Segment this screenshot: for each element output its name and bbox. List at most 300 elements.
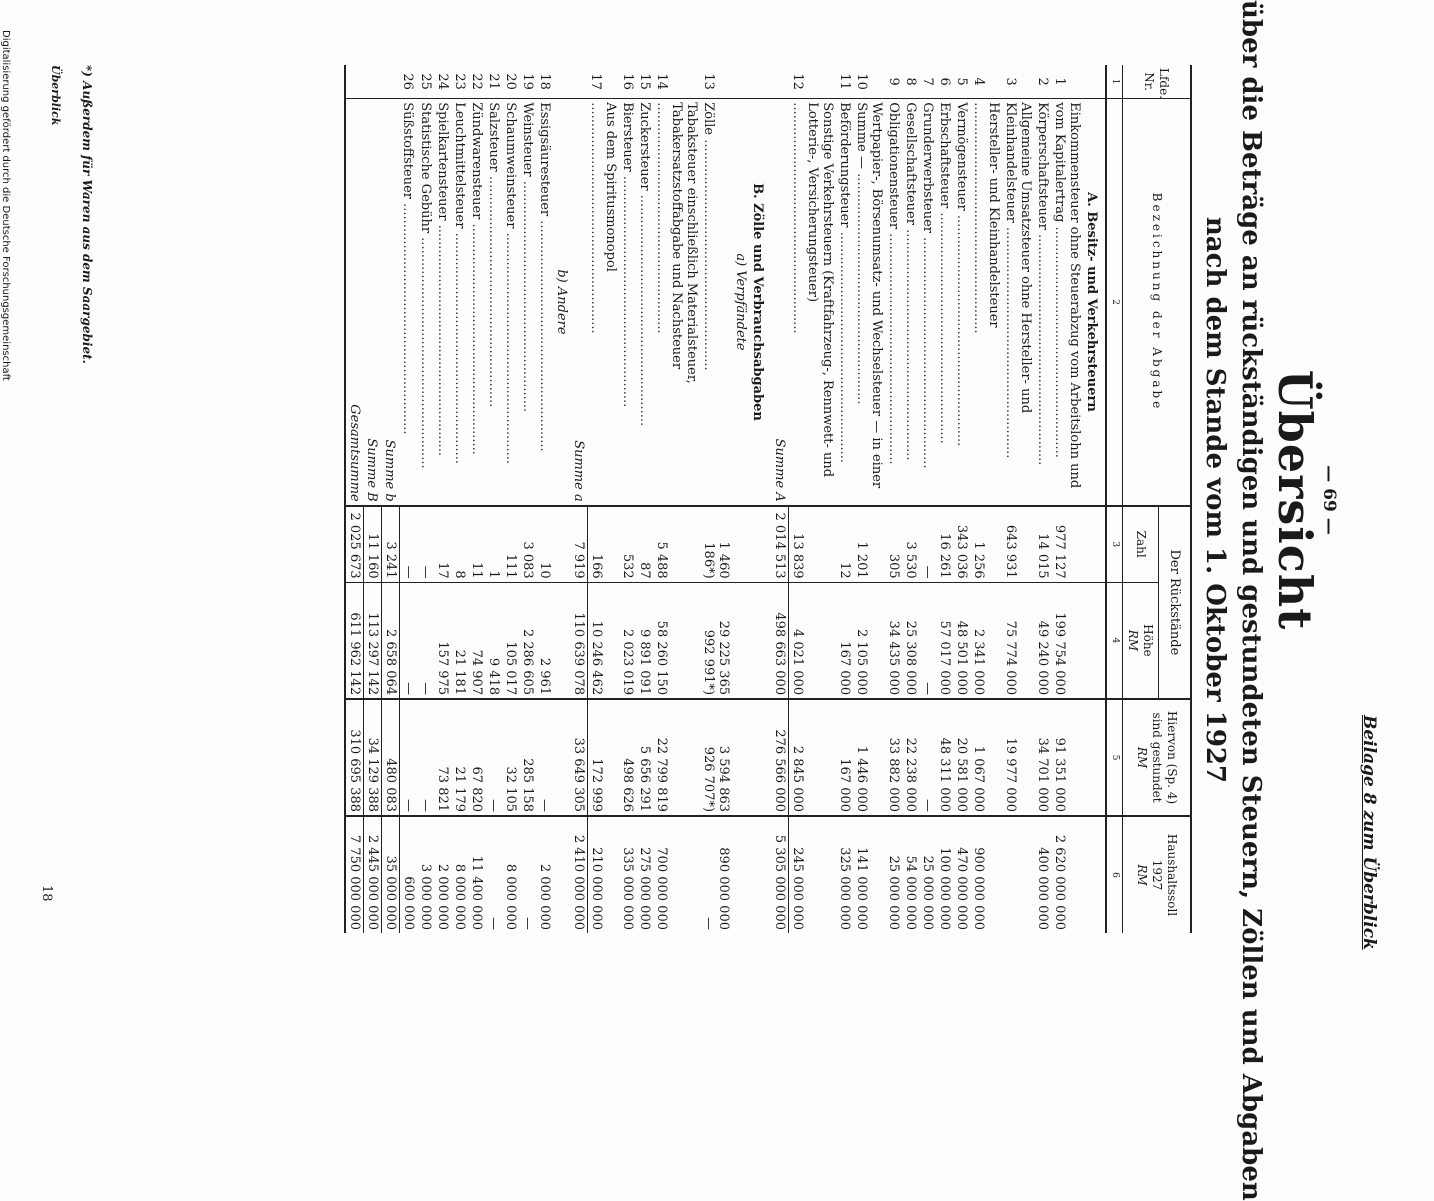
row-zahl [434, 506, 451, 582]
row-name: Schaumweinsteuer ..... [502, 99, 519, 506]
row-hoehe-value: 2 286 605 [520, 628, 535, 696]
table-row [502, 65, 519, 933]
row-hoehe [953, 582, 970, 699]
row-zahl [400, 506, 418, 582]
row-gestundet [953, 699, 970, 816]
digitization-note: Digitalisierung gefördert durch die Deutsche Forschungsgemeinschaft [0, 30, 11, 381]
row-zahl-value: 12 [837, 562, 852, 579]
row-soll [620, 816, 637, 933]
row-nr: 18 [537, 73, 552, 90]
summe-a-row-soll: 5 305 000 000 [772, 816, 790, 933]
table-row [836, 65, 853, 933]
row-zahl [701, 506, 733, 582]
row-gestundet-value: — [401, 799, 416, 813]
colnum-5: 5 [1106, 699, 1123, 816]
row-name: Tabaksteuer einschließlich Materialsteuer, Tabakersatzstoffabgabe und Nachsteuer ..... [654, 99, 701, 506]
header-gestundet [1123, 699, 1192, 816]
row-zahl [919, 506, 936, 582]
row-soll-value: 600 000 [401, 876, 416, 930]
row-gestundet [654, 699, 701, 816]
row-gestundet-value: 1 067 000 [971, 745, 986, 813]
row-soll-value: — [486, 917, 501, 930]
row-soll [502, 816, 519, 933]
table-row [654, 65, 701, 933]
row-hoehe-value: 21 181 [452, 649, 467, 696]
heading-empty [553, 506, 570, 582]
row-gestundet-value: 172 999 [589, 758, 604, 813]
row-nr: 9 [886, 77, 901, 86]
table-row [789, 65, 836, 933]
summe-b-row [364, 65, 382, 933]
row-zahl [853, 506, 885, 582]
row-nr: 23 [452, 73, 467, 90]
row-zahl [902, 506, 919, 582]
summe-b-sub-row-label: Summe b [382, 99, 400, 506]
row-nr: 13 [701, 73, 717, 90]
row-nr: 17 [588, 73, 604, 90]
row-gestundet-value: 22 799 819 [654, 737, 670, 813]
page-title: Übersicht [1268, 369, 1322, 631]
row-zahl-value: — [920, 565, 935, 579]
row-nr: 24 [435, 73, 450, 90]
sum-empty [570, 65, 588, 99]
row-soll-value: 2 000 000 [435, 863, 450, 930]
row-soll-value: 2 620 000 000 [1052, 834, 1067, 930]
table-row [451, 65, 468, 933]
row-hoehe [654, 582, 701, 699]
row-hoehe-value: 167 000 [837, 641, 852, 696]
row-gestundet-value: 34 701 000 [1035, 737, 1050, 813]
row-gestundet-value: — [418, 799, 433, 813]
table-row [588, 65, 620, 933]
heading-empty [750, 506, 772, 582]
row-zahl-value: 343 036 [954, 524, 969, 579]
summe-b-sub-row-soll: 35 000 000 [382, 816, 400, 933]
table-row [1051, 65, 1083, 933]
row-hoehe [502, 582, 519, 699]
row-hoehe-saar-value: 992 991*) [701, 629, 717, 696]
gesamtsumme-row-zahl: 2 025 673 [345, 506, 364, 582]
row-zahl-value: 87 [637, 562, 653, 579]
row-nr: 1 [1052, 77, 1067, 86]
colnum-1: 1 [1106, 65, 1123, 99]
footnote: *) Außerdem für Waren aus dem Saargebiet. [80, 65, 94, 364]
row-soll-value: 470 000 000 [954, 847, 969, 930]
row-soll-value: 25 000 000 [920, 855, 935, 930]
table-row [519, 65, 536, 933]
header-gestundet-unit: RM [1135, 746, 1149, 769]
row-hoehe-value: 4 021 000 [790, 628, 806, 696]
row-hoehe-value: 2 341 000 [971, 628, 986, 696]
row-zahl [485, 506, 502, 582]
row-soll-value: 25 000 000 [886, 855, 901, 930]
row-nr: 7 [920, 77, 935, 86]
row-gestundet [588, 699, 620, 816]
row-zahl-value: 10 [537, 562, 552, 579]
table-row [919, 65, 936, 933]
row-zahl-value: 14 015 [1035, 533, 1050, 579]
row-zahl [620, 506, 637, 582]
row-soll [953, 816, 970, 933]
supplement-label: Beilage 8 zum Überblick [1359, 715, 1379, 950]
row-hoehe [417, 582, 434, 699]
row-gestundet-value: 21 179 [452, 766, 467, 813]
row-zahl-value: — [418, 565, 433, 579]
row-soll-saar-value: — [701, 917, 717, 930]
summe-a-sub-row-hoehe: 110 639 078 [570, 582, 588, 699]
row-soll-value: 900 000 000 [971, 847, 986, 930]
row-name: Zuckersteuer ..... [637, 99, 654, 506]
row-zahl [654, 506, 701, 582]
summe-a-row-gestundet: 276 566 000 [772, 699, 790, 816]
row-gestundet [1002, 699, 1034, 816]
row-zahl-value: 17 [435, 562, 450, 579]
row-gestundet-value: 498 626 [620, 758, 636, 813]
row-soll [1002, 816, 1034, 933]
row-zahl [836, 506, 853, 582]
row-hoehe [970, 582, 1002, 699]
row-soll [936, 816, 953, 933]
row-gestundet-value: — [920, 799, 935, 813]
table-row [885, 65, 902, 933]
row-soll [485, 816, 502, 933]
row-gestundet [485, 699, 502, 816]
row-hoehe-value: — [920, 682, 935, 696]
row-soll-value: 245 000 000 [790, 847, 806, 930]
row-zahl-value: 532 [620, 553, 636, 579]
summe-b-sub-row-gestundet: 480 083 [382, 699, 400, 816]
row-gestundet-value: 22 238 000 [903, 737, 918, 813]
table-row [953, 65, 970, 933]
row-gestundet-value: 167 000 [837, 758, 852, 813]
row-soll [519, 816, 536, 933]
row-hoehe-value: 2 961 [537, 657, 552, 696]
row-soll-value: 2 000 000 [537, 863, 552, 930]
row-zahl-value: — [401, 565, 416, 579]
gesamtsumme-row-label: Gesamtsumme [345, 99, 364, 506]
row-nr: 16 [620, 73, 636, 90]
row-gestundet [902, 699, 919, 816]
row-gestundet [451, 699, 468, 816]
row-gestundet [468, 699, 485, 816]
row-gestundet [417, 699, 434, 816]
row-hoehe-value: 105 017 [503, 641, 518, 696]
table-row [400, 65, 418, 933]
row-zahl-value: 13 839 [790, 533, 806, 579]
row-nr: 6 [937, 77, 952, 86]
summe-a-row-label: Summe A [772, 99, 790, 506]
row-soll [588, 816, 620, 933]
row-soll [468, 816, 485, 933]
summe-b-row-gestundet: 34 129 388 [364, 699, 382, 816]
row-zahl-value: 977 127 [1052, 524, 1067, 579]
row-hoehe-value: 9 891 091 [637, 628, 653, 696]
heading-empty [733, 816, 750, 933]
row-name: Zündwarensteuer ..... [468, 99, 485, 506]
subsection-b-heading: b) Andere [553, 99, 570, 506]
row-hoehe [1034, 582, 1051, 699]
row-soll [434, 816, 451, 933]
row-gestundet [789, 699, 836, 816]
header-hoehe [1123, 582, 1159, 699]
gesamtsumme-row-hoehe: 611 962 142 [345, 582, 364, 699]
subsection-a-heading-row [733, 65, 750, 933]
row-zahl [970, 506, 1002, 582]
row-hoehe-value: 75 774 000 [1003, 620, 1018, 696]
table-row [970, 65, 1002, 933]
row-gestundet [1051, 699, 1083, 816]
row-soll-value: 11 400 000 [469, 855, 484, 930]
heading-empty [750, 816, 772, 933]
row-name: Biersteuer ..... [620, 99, 637, 506]
heading-empty [750, 65, 772, 99]
colnum-3: 3 [1106, 506, 1123, 582]
row-soll-value: 890 000 000 [716, 847, 732, 930]
row-hoehe [400, 582, 418, 699]
row-name: Vermögensteuer ..... [953, 99, 970, 506]
row-soll-value: 335 000 000 [620, 847, 636, 930]
row-name: Essigsäuresteuer ..... [536, 99, 553, 506]
heading-empty [733, 65, 750, 99]
row-zahl [519, 506, 536, 582]
row-gestundet-value: 19 977 000 [1003, 737, 1018, 813]
row-gestundet [836, 699, 853, 816]
row-zahl-value: 8 [452, 570, 467, 579]
row-hoehe-value: 58 260 150 [654, 620, 670, 696]
row-gestundet-value: 5 656 291 [637, 745, 653, 813]
row-nr: 2 [1035, 77, 1050, 86]
row-hoehe [789, 582, 836, 699]
header-bezeichnung: Bezeichnung der Abgabe [1123, 99, 1192, 506]
gesamtsumme-row-gestundet: 310 695 388 [345, 699, 364, 816]
footer-page-number: 18 [39, 885, 54, 902]
row-zahl [953, 506, 970, 582]
summe-b-row-zahl: 11 160 [364, 506, 382, 582]
row-zahl [885, 506, 902, 582]
row-zahl-value: 166 [589, 553, 604, 579]
summe-a-sub-row-gestundet: 33 649 305 [570, 699, 588, 816]
row-soll-value: 400 000 000 [1035, 847, 1050, 930]
header-haushaltssoll-text: Haushaltssoll 1927 [1150, 833, 1179, 917]
row-soll-value: 275 000 000 [637, 847, 653, 930]
row-zahl-value: 1 256 [971, 541, 986, 579]
heading-empty [750, 582, 772, 699]
row-hoehe [620, 582, 637, 699]
row-soll [637, 816, 654, 933]
row-soll-value: — [520, 917, 535, 930]
sum-empty [772, 65, 790, 99]
row-soll [1051, 816, 1083, 933]
row-soll [853, 816, 885, 933]
row-soll-value: 54 000 000 [903, 855, 918, 930]
row-name: Obligationensteuer ..... [885, 99, 902, 506]
row-soll [701, 816, 733, 933]
row-gestundet [536, 699, 553, 816]
row-name: Zölle ..... [701, 99, 733, 506]
row-gestundet [885, 699, 902, 816]
table-row [434, 65, 451, 933]
row-nr: 26 [400, 73, 416, 90]
row-gestundet [701, 699, 733, 816]
row-nr: 12 [790, 73, 805, 90]
row-gestundet-value: 73 821 [435, 766, 450, 813]
table-row [1002, 65, 1034, 933]
subtitle-line-1: über die Beträge an rückständigen und gestundeten Steuern, Zöllen und Abgaben [1236, 0, 1266, 1201]
row-gestundet [970, 699, 1002, 816]
row-nr: 4 [971, 77, 986, 86]
header-hoehe-unit: RM [1126, 629, 1141, 652]
row-name: Körperschaftsteuer ..... [1034, 99, 1051, 506]
heading-empty [553, 65, 570, 99]
table-body [345, 65, 1106, 933]
row-soll [417, 816, 434, 933]
heading-empty [733, 582, 750, 699]
row-hoehe-value: 199 754 000 [1052, 612, 1067, 696]
row-hoehe [536, 582, 553, 699]
heading-empty [553, 699, 570, 816]
summe-b-sub-row [382, 65, 400, 933]
subsection-b-heading-row [553, 65, 570, 933]
heading-empty [750, 699, 772, 816]
sum-empty [382, 65, 400, 99]
row-hoehe [451, 582, 468, 699]
row-gestundet-value: 32 105 [503, 766, 518, 813]
row-soll [902, 816, 919, 933]
row-hoehe-value: 9 418 [486, 657, 501, 696]
row-zahl-value: 16 261 [937, 533, 952, 579]
row-hoehe [701, 582, 733, 699]
row-hoehe [485, 582, 502, 699]
subtitle-line-2: nach dem Stande vom 1. Oktober 1927 [1200, 216, 1230, 784]
row-gestundet [502, 699, 519, 816]
row-hoehe-value: 74 907 [469, 649, 484, 696]
row-nr: 14 [654, 73, 670, 90]
header-nr: Lfde. Nr. [1123, 65, 1192, 99]
colnum-2: 2 [1106, 99, 1123, 506]
tax-arrears-table [344, 65, 1192, 933]
row-gestundet-value: 91 351 000 [1052, 737, 1067, 813]
summe-b-sub-row-zahl: 3 241 [382, 506, 400, 582]
header-haushaltssoll-unit: RM [1135, 864, 1149, 886]
row-zahl [451, 506, 468, 582]
row-name: Spielkartensteuer ..... [434, 99, 451, 506]
row-gestundet-value: 20 581 000 [954, 737, 969, 813]
row-nr: 25 [418, 73, 433, 90]
gesamtsumme-row-soll: 7 750 000 000 [345, 816, 364, 933]
row-nr: 20 [503, 73, 518, 90]
table-row [701, 65, 733, 933]
row-gestundet-value: 1 446 000 [854, 745, 869, 813]
row-soll [400, 816, 418, 933]
row-hoehe-value: 29 225 365 [716, 620, 732, 696]
row-name: Einkommensteuer ohne Steuerabzug vom Arbeitslohn und vom Kapitalertrag ..... [1051, 99, 1083, 506]
row-gestundet [620, 699, 637, 816]
row-zahl [502, 506, 519, 582]
row-nr: 15 [637, 73, 653, 90]
row-soll-value: 8 000 000 [452, 863, 467, 930]
row-zahl [1034, 506, 1051, 582]
row-nr: 8 [903, 77, 918, 86]
table-row [1034, 65, 1051, 933]
row-soll [885, 816, 902, 933]
row-zahl [1002, 506, 1034, 582]
row-zahl-value: 3 530 [903, 541, 918, 579]
row-zahl [936, 506, 953, 582]
row-hoehe-value: — [418, 682, 433, 696]
row-gestundet-value: 3 594 863 [716, 745, 732, 813]
row-zahl [1051, 506, 1083, 582]
row-name: Salzsteuer ..... [485, 99, 502, 506]
subsection-a-heading: a) Verpfändete [733, 99, 750, 506]
row-zahl [417, 506, 434, 582]
summe-a-sub-row-zahl: 7 919 [570, 506, 588, 582]
row-name: Süßstoffsteuer ..... [400, 99, 418, 506]
section-a-heading: A. Besitz- und Verkehrsteuern [1083, 99, 1106, 506]
row-zahl [789, 506, 836, 582]
row-zahl-saar-value: 186*) [701, 542, 717, 579]
row-nr: 19 [520, 73, 535, 90]
row-soll-value: 8 000 000 [503, 863, 518, 930]
table-row [902, 65, 919, 933]
row-zahl-value: 111 [503, 553, 518, 579]
section-b-heading-row [750, 65, 772, 933]
row-name: Allgemeine Umsatzsteuer ohne Hersteller- und Kleinhandelsteuer ..... [1002, 99, 1034, 506]
summe-b-row-soll: 2 445 000 000 [364, 816, 382, 933]
row-hoehe [1002, 582, 1034, 699]
row-hoehe-value: 10 246 462 [589, 620, 604, 696]
row-gestundet-saar-value: 926 707*) [701, 746, 717, 813]
row-name: Erbschaftsteuer ..... [936, 99, 953, 506]
row-gestundet [919, 699, 936, 816]
summe-a-row-zahl: 2 014 513 [772, 506, 790, 582]
row-hoehe [853, 582, 885, 699]
row-hoehe-value: 48 501 000 [954, 620, 969, 696]
table-row [853, 65, 885, 933]
row-hoehe [434, 582, 451, 699]
row-gestundet-value: 67 820 [469, 766, 484, 813]
row-soll [536, 816, 553, 933]
row-hoehe [836, 582, 853, 699]
row-name: Wertpapier-, Börsenumsatz- und Wechselsteuer — in einer Summe — ..... [853, 99, 885, 506]
row-hoehe-value: 2 105 000 [854, 628, 869, 696]
colnum-6: 6 [1106, 816, 1123, 933]
row-gestundet [1034, 699, 1051, 816]
row-zahl-value: 1 201 [854, 541, 869, 579]
summe-b-row-label: Summe B [364, 99, 382, 506]
footer-label: Überblick [49, 65, 62, 126]
table-row [417, 65, 434, 933]
row-nr: 3 [1003, 77, 1018, 86]
header-haushaltssoll [1123, 816, 1192, 933]
section-b-heading: B. Zölle und Verbrauchsabgaben [750, 99, 772, 506]
row-hoehe [885, 582, 902, 699]
header-gestundet-text: Hiervon (Sp. 4) sind gestundet [1150, 710, 1179, 805]
row-hoehe [1051, 582, 1083, 699]
summe-b-sub-row-hoehe: 2 658 064 [382, 582, 400, 699]
row-gestundet [519, 699, 536, 816]
row-zahl-value: 5 488 [654, 541, 670, 579]
row-hoehe-value: 34 435 000 [886, 620, 901, 696]
row-nr: 21 [486, 73, 501, 90]
row-hoehe-value: 49 240 000 [1035, 620, 1050, 696]
row-gestundet-value: 48 311 000 [937, 737, 952, 813]
row-gestundet-value: 285 158 [520, 758, 535, 813]
row-soll-value: 141 000 000 [854, 847, 869, 930]
table-row [485, 65, 502, 933]
table-row [468, 65, 485, 933]
row-hoehe-value: — [401, 682, 416, 696]
row-hoehe-value: 25 308 000 [903, 620, 918, 696]
